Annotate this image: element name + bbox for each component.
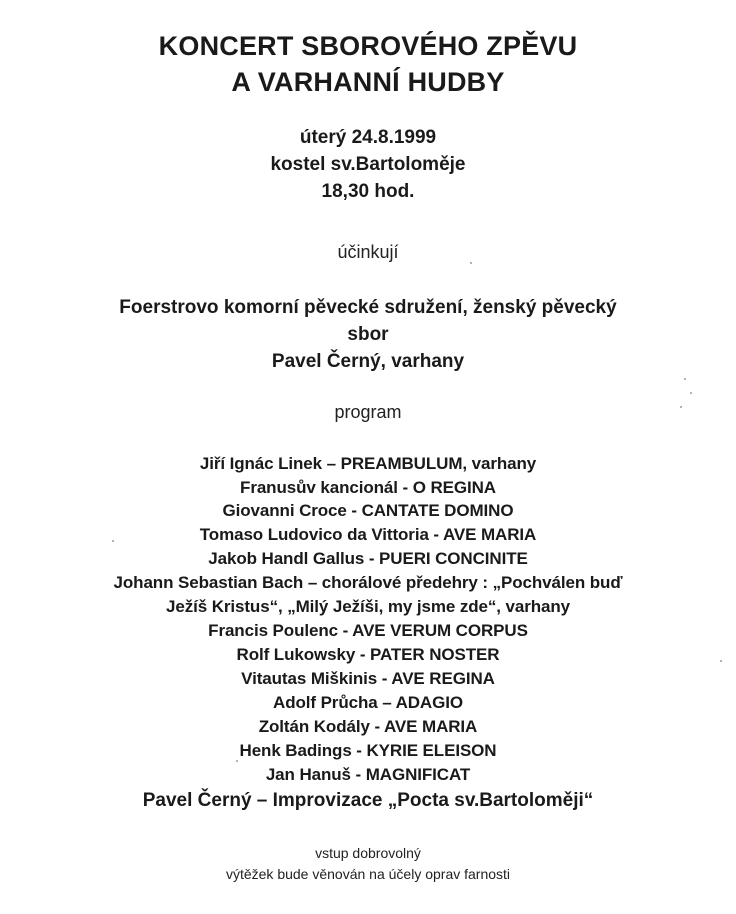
footer-proceeds: výtěžek bude věnován na účely oprav farnosti	[225, 866, 511, 882]
closing-item: Pavel Černý – Improvizace „Pocta sv.Bartoloměji“	[142, 790, 594, 811]
program-item: Zoltán Kodály - AVE MARIA	[258, 717, 478, 736]
scan-speck	[112, 540, 114, 542]
scan-speck	[690, 392, 692, 394]
title-line-1: KONCERT SBOROVÉHO ZPĚVU	[158, 31, 578, 61]
program-heading: program	[334, 402, 402, 422]
program-item: Jiří Ignác Linek – PREAMBULUM, varhany	[199, 454, 537, 473]
program-item: Johann Sebastian Bach – chorálové předehry : „Pochválen buď	[113, 573, 623, 592]
title-line-2: A VARHANNÍ HUDBY	[231, 67, 505, 97]
performers-line-3: Pavel Černý, varhany	[271, 351, 465, 372]
scan-speck	[470, 262, 472, 264]
program-item: Adolf Průcha – ADAGIO	[273, 693, 463, 712]
event-date: úterý 24.8.1999	[299, 127, 437, 148]
program-item: Jakob Handl Gallus - PUERI CONCINITE	[208, 549, 528, 568]
program-item: Franusův kancionál - O REGINA	[240, 478, 496, 497]
scan-speck	[236, 760, 238, 762]
event-time: 18,30 hod.	[321, 181, 415, 202]
program-item: Jan Hanuš - MAGNIFICAT	[265, 765, 471, 784]
performers-line-2: sbor	[347, 324, 389, 345]
program-item: Francis Poulenc - AVE VERUM CORPUS	[208, 621, 528, 640]
scan-speck	[680, 406, 682, 408]
program-item: Vitautas Miškinis - AVE REGINA	[241, 669, 495, 688]
program-item: Henk Badings - KYRIE ELEISON	[239, 741, 497, 760]
scan-speck	[720, 660, 722, 662]
footer-entry: vstup dobrovolný	[315, 845, 421, 861]
program-item: Giovanni Croce - CANTATE DOMINO	[222, 501, 514, 520]
program-item: Rolf Lukowsky - PATER NOSTER	[236, 645, 500, 664]
program-item: Tomaso Ludovico da Vittoria - AVE MARIA	[199, 525, 537, 544]
program-item: Ježíš Kristus“, „Milý Ježíši, my jsme zde“, varhany	[165, 597, 571, 616]
scan-speck	[684, 378, 686, 380]
performers-line-1: Foerstrovo komorní pěvecké sdružení, ženský pěvecký	[119, 297, 617, 318]
performers-heading: účinkují	[337, 242, 399, 262]
event-place: kostel sv.Bartoloměje	[270, 154, 466, 175]
